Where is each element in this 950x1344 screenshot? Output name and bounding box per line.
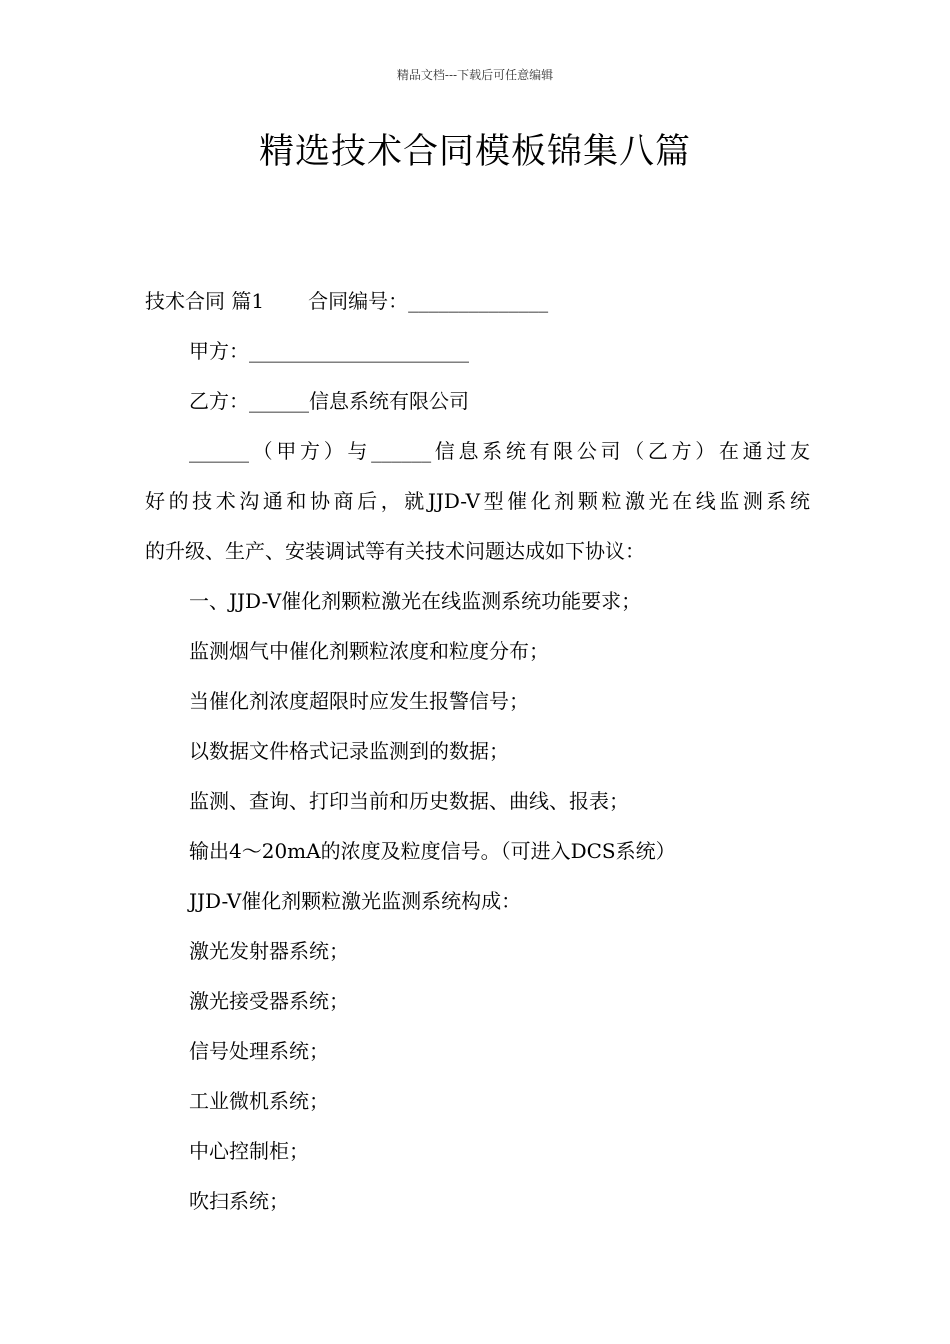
list-item: 吹扫系统； — [189, 1189, 289, 1213]
document-title: 精选技术合同模板锦集八篇 — [258, 132, 691, 172]
party-b-line — [145, 376, 810, 426]
list-item: 信号处理系统； — [189, 1039, 329, 1063]
party-b-label: 乙方： — [189, 389, 249, 413]
list-item: 激光发射器系统； — [189, 939, 349, 963]
list-item: 以数据文件格式记录监测到的数据； — [189, 739, 509, 763]
contract-number-blank: ______________ — [408, 289, 549, 313]
party-a-blank: ______________________ — [249, 339, 469, 363]
list-item: 中心控制柜； — [189, 1139, 309, 1163]
section-label: 技术合同 篇1 — [145, 289, 265, 313]
list-item: 监测、查询、打印当前和历史数据、曲线、报表； — [189, 789, 629, 813]
list-item: JJD-V催化剂颗粒激光监测系统构成： — [189, 889, 522, 913]
list-item: 监测烟气中催化剂颗粒浓度和粒度分布； — [189, 639, 549, 663]
contract-heading-line — [145, 276, 810, 326]
list-item: 当催化剂浓度超限时应发生报警信号； — [189, 689, 529, 713]
intro-line-1: ______（甲方）与______信息系统有限公司（乙方）在通过友 — [189, 439, 810, 463]
document-body — [145, 276, 810, 1226]
header-note: 精品文档---下载后可任意编辑 — [396, 68, 554, 82]
contract-number-label: 合同编号： — [308, 289, 409, 313]
list-item: 一、JJD-V催化剂颗粒激光在线监测系统功能要求； — [189, 589, 642, 613]
intro-line-2: 好的技术沟通和协商后，就JJD-V型催化剂颗粒激光在线监测系统 — [145, 489, 810, 513]
list-item: 工业微机系统； — [189, 1089, 329, 1113]
list-item: 输出4～20mA的浓度及粒度信号。（可进入DCS系统） — [189, 839, 676, 863]
intro-line-3: 的升级、生产、安装调试等有关技术问题达成如下协议： — [145, 539, 645, 563]
party-a-label: 甲方： — [189, 339, 249, 363]
party-b-value: ______信息系统有限公司 — [249, 389, 469, 413]
party-a-line — [145, 326, 810, 376]
list-item: 激光接受器系统； — [189, 989, 349, 1013]
